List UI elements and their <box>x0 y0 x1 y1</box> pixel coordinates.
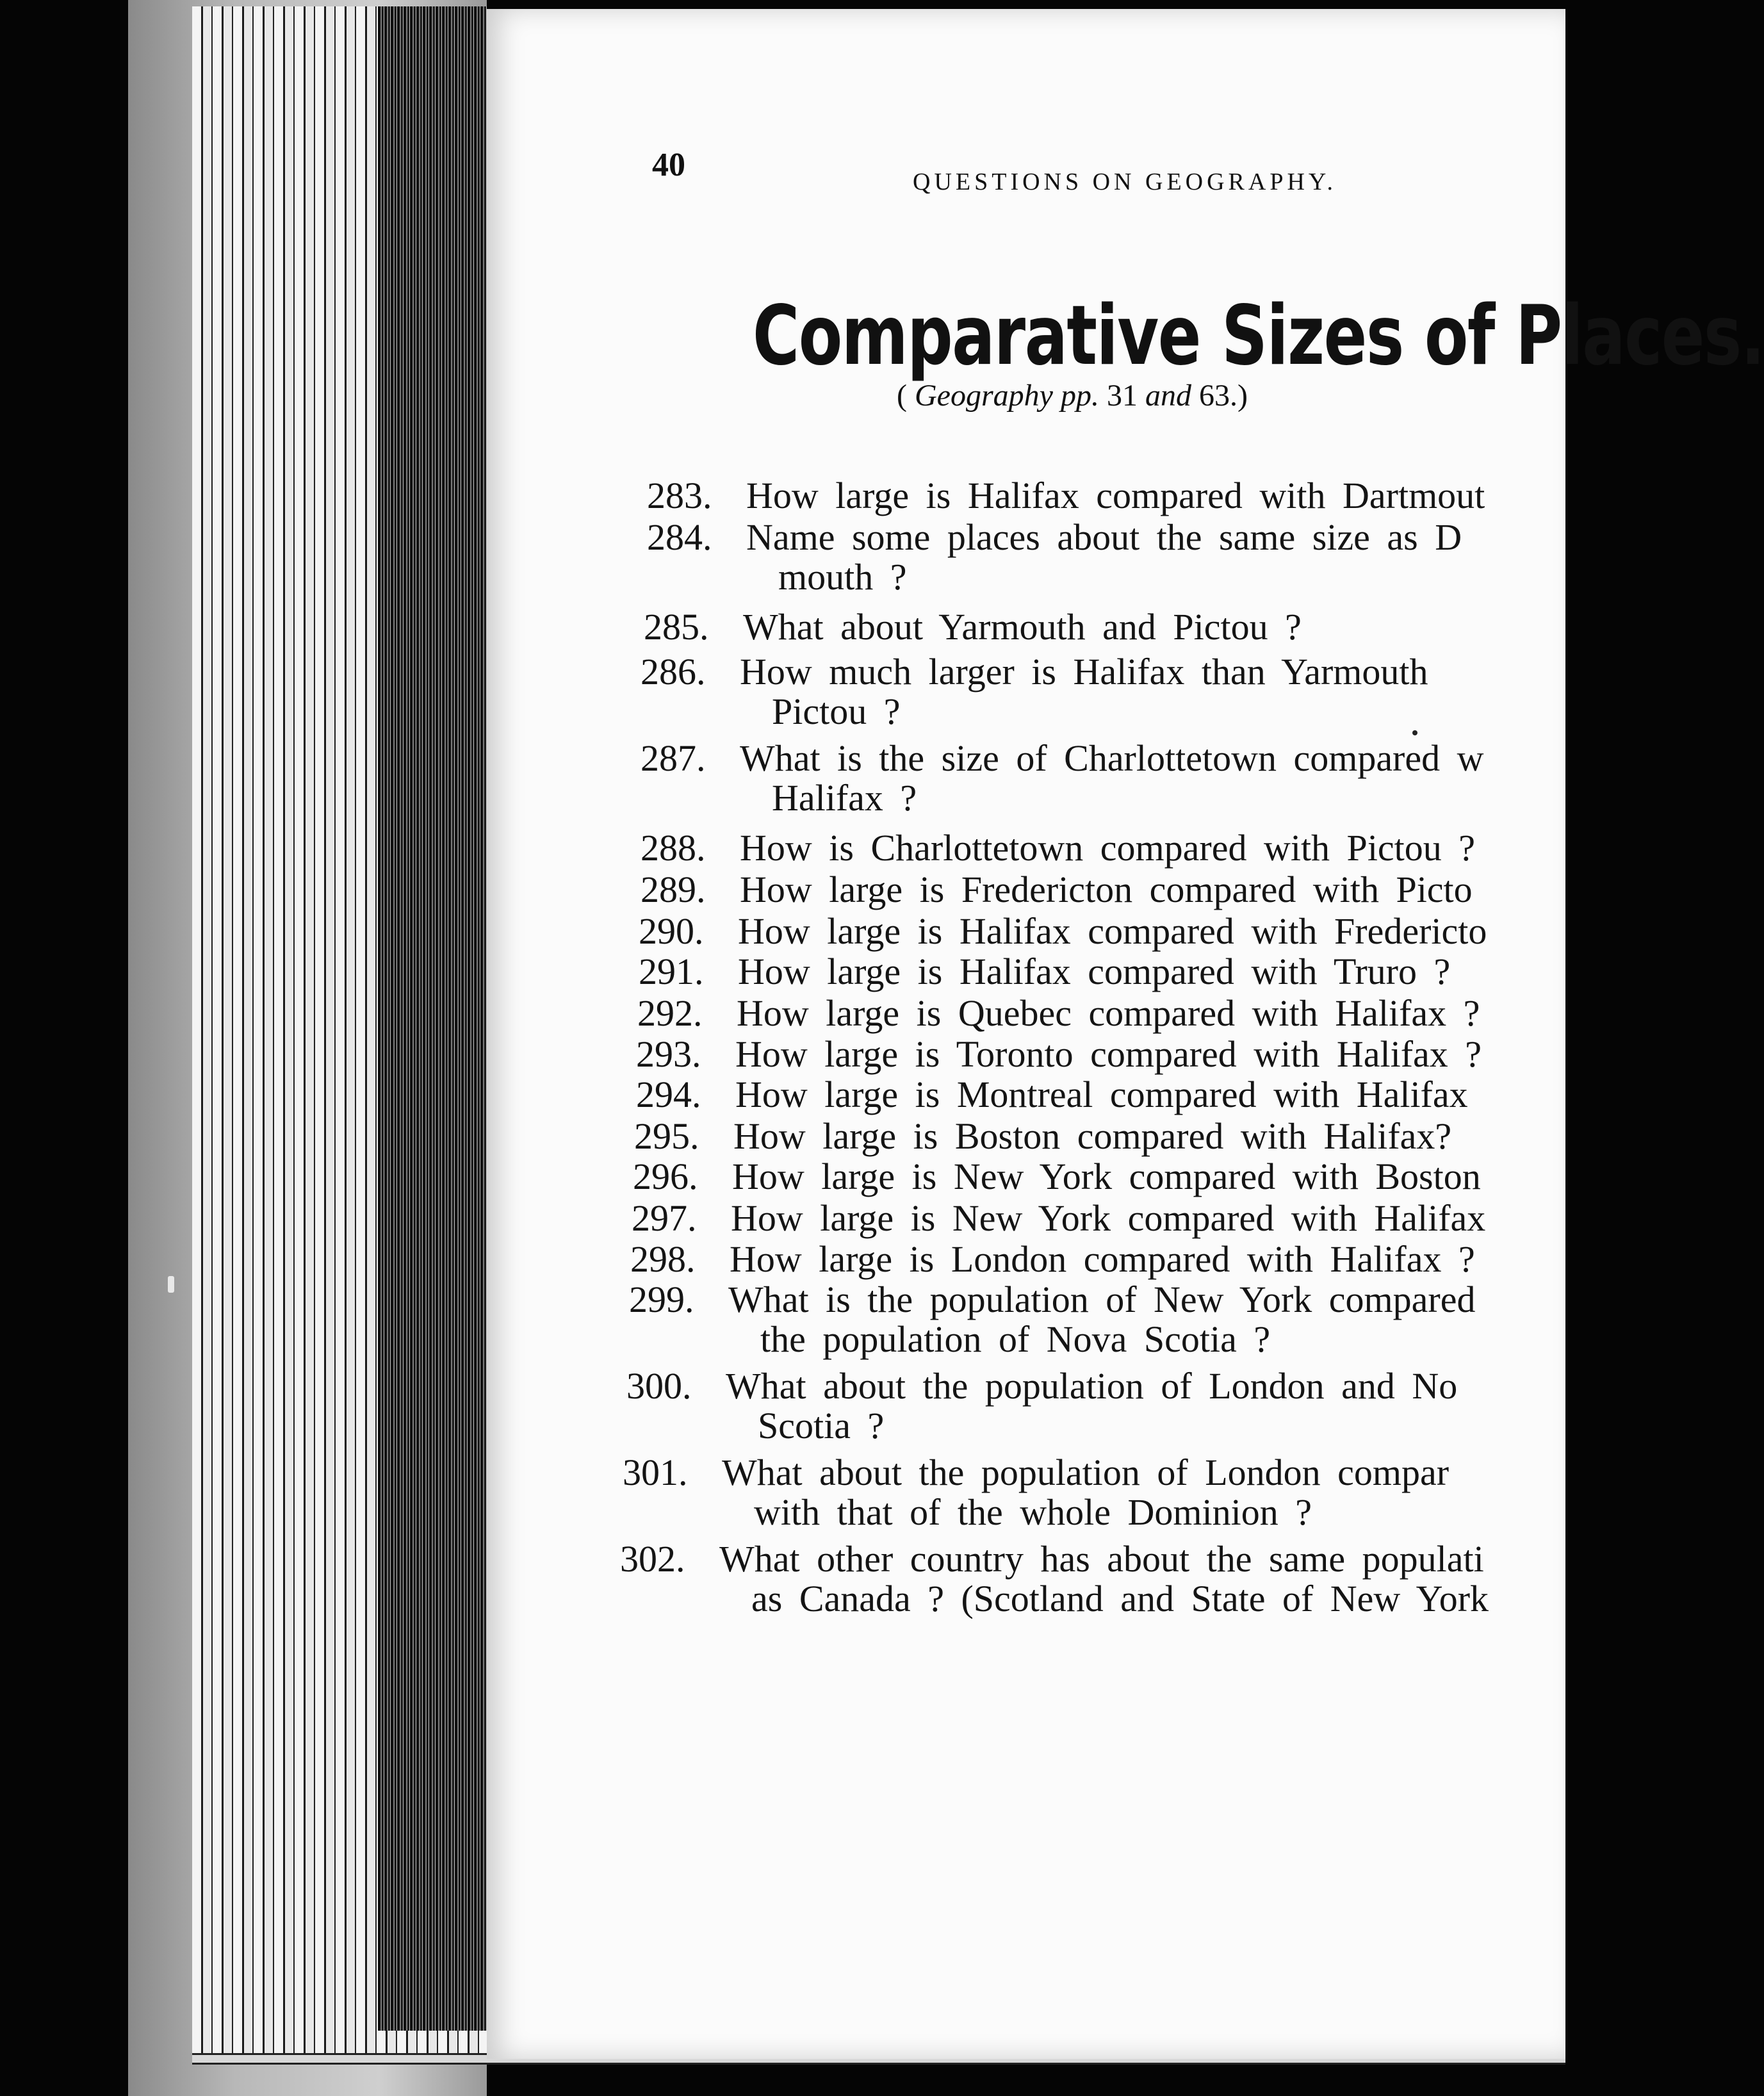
question-text: How large is Boston compared with Halifax? <box>733 1115 1452 1157</box>
subtitle-open-paren: ( <box>897 379 907 413</box>
question-number: 300. <box>626 1365 692 1407</box>
page-number: 40 <box>652 147 685 183</box>
question-number: 286. <box>641 651 706 692</box>
subtitle-close-paren: ) <box>1237 379 1248 413</box>
section-title: Comparative Sizes of Places. <box>753 288 1764 384</box>
question-text: How large is London compared with Halifax ? <box>730 1238 1475 1280</box>
question-text: How large is Fredericton compared with Picto <box>740 869 1473 910</box>
subtitle-page-2: 63. <box>1198 379 1237 413</box>
question-text: How large is Quebec compared with Halifax ? <box>737 992 1480 1034</box>
question-text: How large is Halifax compared with Truro ? <box>738 951 1451 992</box>
question-text-continued: mouth ? <box>778 556 907 598</box>
ink-speck <box>1412 730 1417 735</box>
section-subtitle <box>897 378 1248 413</box>
question-text: What other country has about the same populati <box>719 1538 1484 1580</box>
question-number: 298. <box>630 1238 696 1280</box>
question-text: How large is New York compared with Halifax <box>731 1197 1486 1239</box>
question-text-continued: Pictou ? <box>772 691 901 732</box>
paper-flaw <box>168 1276 174 1293</box>
question-text: How is Charlottetown compared with Pictou ? <box>740 827 1476 869</box>
subtitle-source: Geography pp. <box>914 379 1099 413</box>
question-number: 301. <box>623 1452 688 1493</box>
question-number: 292. <box>637 992 703 1034</box>
question-number: 291. <box>639 951 704 992</box>
question-number: 290. <box>639 910 704 952</box>
question-text: What about Yarmouth and Pictou ? <box>743 606 1302 648</box>
question-text: How large is Halifax compared with Dartmout <box>746 475 1485 516</box>
question-number: 295. <box>634 1115 699 1157</box>
question-text: How large is New York compared with Boston <box>732 1156 1481 1197</box>
question-number: 302. <box>620 1538 685 1580</box>
page-stack-gutter <box>378 6 487 2031</box>
question-number: 296. <box>633 1156 698 1197</box>
question-number: 288. <box>641 827 706 869</box>
question-text-continued: Halifax ? <box>772 777 917 819</box>
question-text-continued: as Canada ? (Scotland and State of New York <box>751 1578 1489 1619</box>
question-number: 297. <box>632 1197 697 1239</box>
question-number: 284. <box>647 516 712 558</box>
question-number: 283. <box>647 475 712 516</box>
question-number: 299. <box>629 1279 694 1320</box>
question-text: How large is Toronto compared with Halifax ? <box>735 1033 1482 1075</box>
question-text: What is the population of New York compared <box>728 1279 1476 1320</box>
question-text-continued: with that of the whole Dominion ? <box>754 1491 1312 1533</box>
question-text-continued: Scotia ? <box>758 1405 885 1446</box>
question-text: What is the size of Charlottetown compared w <box>740 737 1484 779</box>
question-number: 287. <box>641 737 706 779</box>
subtitle-page: 31 <box>1106 379 1138 413</box>
question-text: How much larger is Halifax than Yarmouth <box>740 651 1428 692</box>
question-number: 289. <box>641 869 706 910</box>
question-text: Name some places about the same size as D <box>746 516 1462 558</box>
question-text: What about the population of London compar <box>722 1452 1450 1493</box>
question-text: How large is Montreal compared with Halifax <box>735 1074 1468 1115</box>
question-number: 294. <box>636 1074 701 1115</box>
question-text: How large is Halifax compared with Fredericto <box>738 910 1487 952</box>
question-number: 293. <box>636 1033 701 1075</box>
question-text-continued: the population of Nova Scotia ? <box>760 1318 1271 1360</box>
subtitle-and: and <box>1145 379 1191 413</box>
running-head: QUESTIONS ON GEOGRAPHY. <box>913 168 1337 195</box>
question-text: What about the population of London and No <box>726 1365 1458 1407</box>
question-number: 285. <box>644 606 709 648</box>
